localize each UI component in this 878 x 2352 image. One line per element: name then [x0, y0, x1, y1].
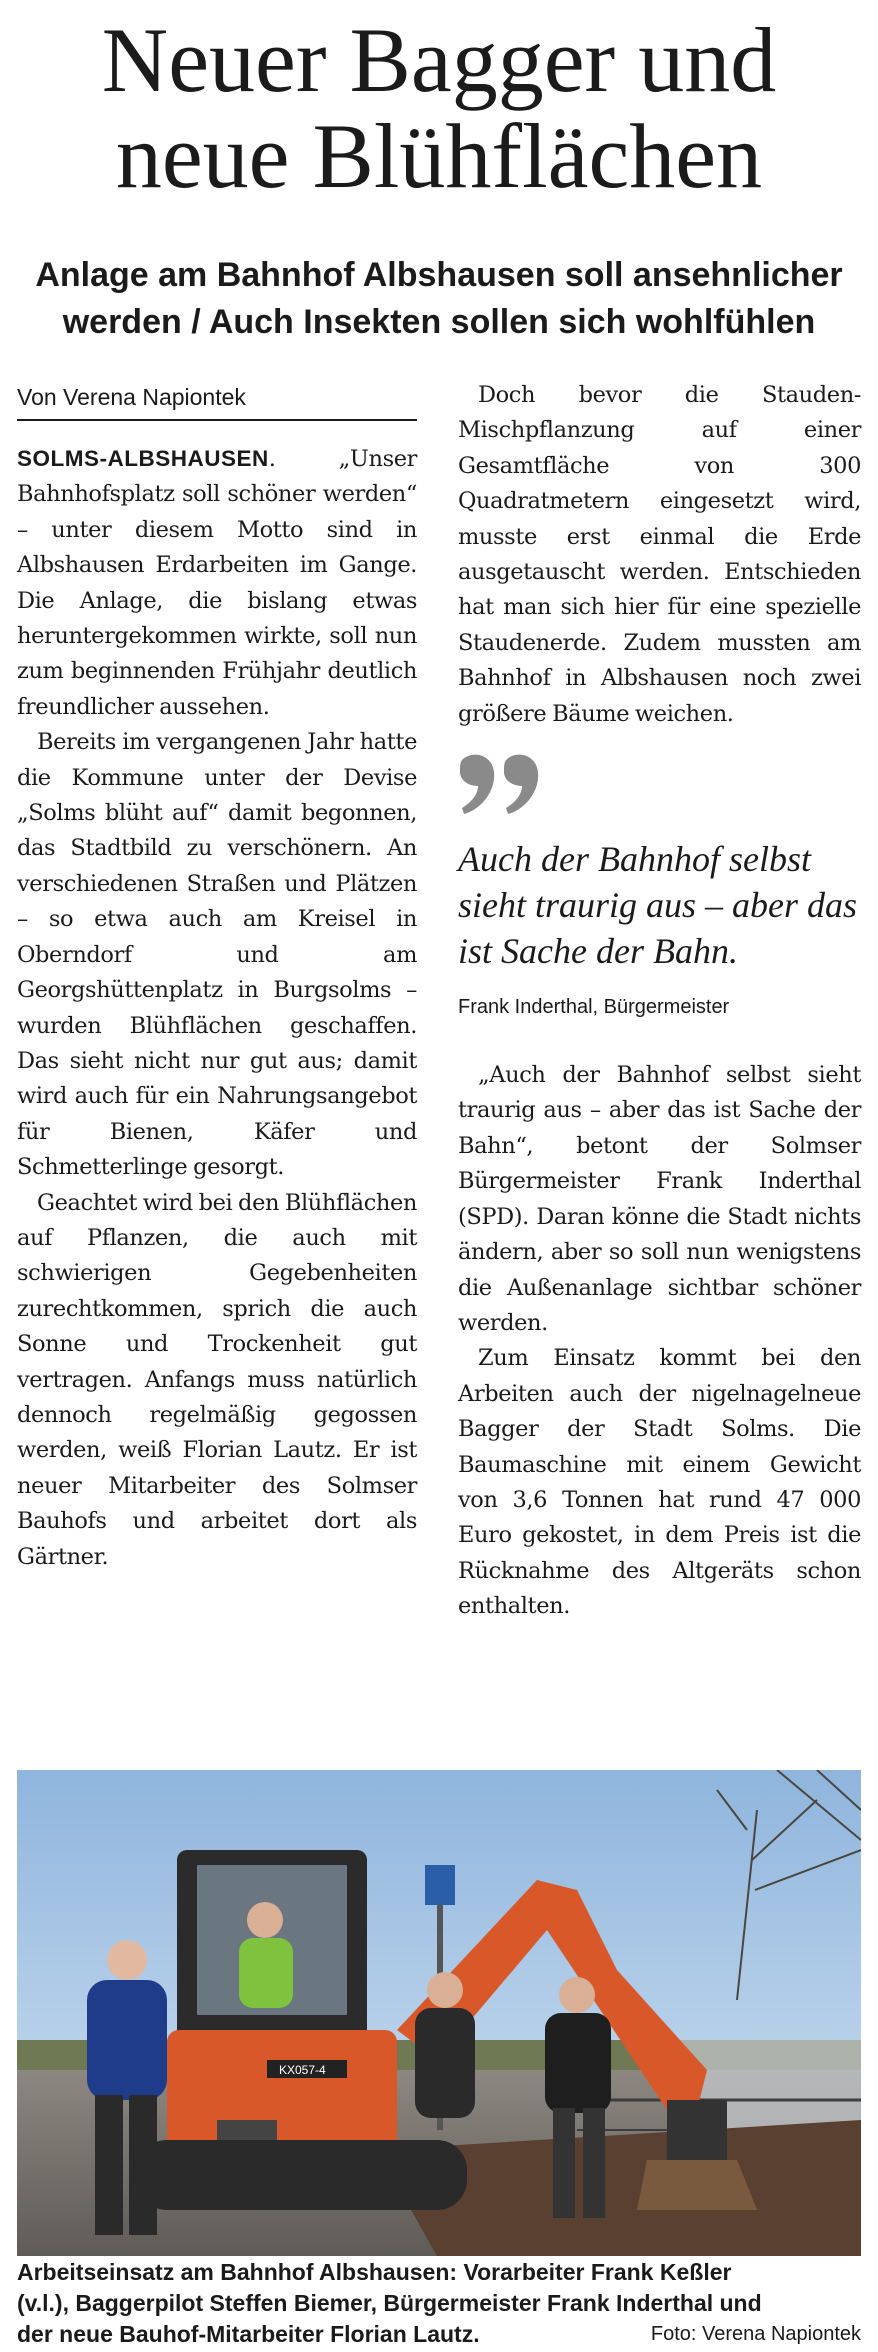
quote-author: Frank Inderthal, Bürgermeister [458, 996, 730, 1019]
pull-quote [458, 752, 861, 1022]
photo-excavator-scene [17, 1770, 861, 2256]
caption-line-1: Arbeitseinsatz am Bahnhof Albshausen: Vorarbeiter Frank Keßler [17, 2259, 732, 2285]
paragraph-4: Doch bevor die Stauden-Mischpflanzung auf einer Gesamtfläche von 300 Quadratmetern eingesetzt wird, musste erst einmal die Erde ausgetauscht werden. Entschieden hat man sich hier für eine spezielle Staudenerde. Zudem mussten am Bahnhof in Albshausen noch zwei größere Bäume weichen. [458, 382, 861, 727]
photo-credit: Foto: Verena Napiontek [650, 2323, 861, 2345]
caption-line-3: der neue Bauhof-Mitarbeiter Florian Lautz. [17, 2321, 480, 2347]
left-column [17, 378, 417, 1575]
paragraph-5: „Auch der Bahnhof selbst sieht traurig aus – aber das ist Sache der Bahn“, betont der Solmser Bürgermeister Frank Inderthal (SPD). Daran könne die Stadt nichts ändern, aber so soll nun wenigstens die Außenanlage sichtbar schöner werden. [458, 1062, 861, 1336]
quote-text: Auch der Bahnhof selbst sieht traurig aus – aber das ist Sache der Bahn. [458, 839, 858, 972]
subheadline [0, 252, 878, 346]
dateline: SOLMS-ALBSHAUSEN [17, 446, 269, 471]
subhead-line-2: werden / Auch Insekten sollen sich wohlfühlen [62, 303, 816, 341]
headline [0, 9, 878, 207]
subhead-line-1: Anlage am Bahnhof Albshausen soll ansehnlicher [35, 256, 843, 294]
quotation-mark-icon [458, 752, 548, 822]
right-column [458, 378, 861, 1625]
headline-line-1: Neuer Bagger und [101, 9, 777, 111]
paragraph-1 [17, 441, 417, 725]
paragraph-3: Geachtet wird bei den Blühflächen auf Pflanzen, die auch mit schwierigen Gegebenheiten zurechtkommen, sprich die auch Sonne und Trockenheit gut vertragen. Anfangs muss natürlich dennoch regelmäßig gegossen werden, weiß Florian Lautz. Er ist neuer Mitarbeiter des Solmser Bauhofs und arbeitet dort als Gärtner. [17, 1189, 417, 1570]
paragraph-6: Zum Einsatz kommt bei den Arbeiten auch der nigelnagelneue Bagger der Stadt Solms. Die Baumaschine mit einem Gewicht von 3,6 Tonnen hat rund 47 000 Euro gekostet, in dem Preis ist die Rücknahme des Altgeräts schon enthalten. [458, 1345, 861, 1620]
paragraph-2: Bereits im vergangenen Jahr hatte die Kommune unter der Devise „Solms blüht auf“ damit begonnen, das Stadtbild zu verschönern. An verschiedenen Straßen und Plätzen – so etwa auch am Kreisel in Oberndorf und am Georgshüttenplatz in Burgsolms – wurden Blühflächen geschaffen. Das sieht nicht nur gut aus; damit wird auch für ein Nahrungsangebot für Bienen, Käfer und Schmetterlinge gesorgt. [17, 729, 417, 1181]
headline-line-2: neue Blühflächen [115, 105, 763, 207]
paragraph-1-text: . „Unser Bahnhofsplatz soll schöner werden“ – unter diesem Motto sind in Albshausen Erdarbeiten im Gange. Die Anlage, die bislang etwas heruntergekommen wirkte, soll nun zum beginnenden Frühjahr deutlich freundlicher aussehen. [17, 446, 417, 720]
caption-line-2: (v.l.), Baggerpilot Steffen Biemer, Bürgermeister Frank Inderthal und [17, 2290, 762, 2316]
byline: Von Verena Napiontek [17, 378, 417, 421]
excavator-model-label: KX057-4 [279, 2063, 326, 2077]
article-photo [17, 1770, 861, 2256]
